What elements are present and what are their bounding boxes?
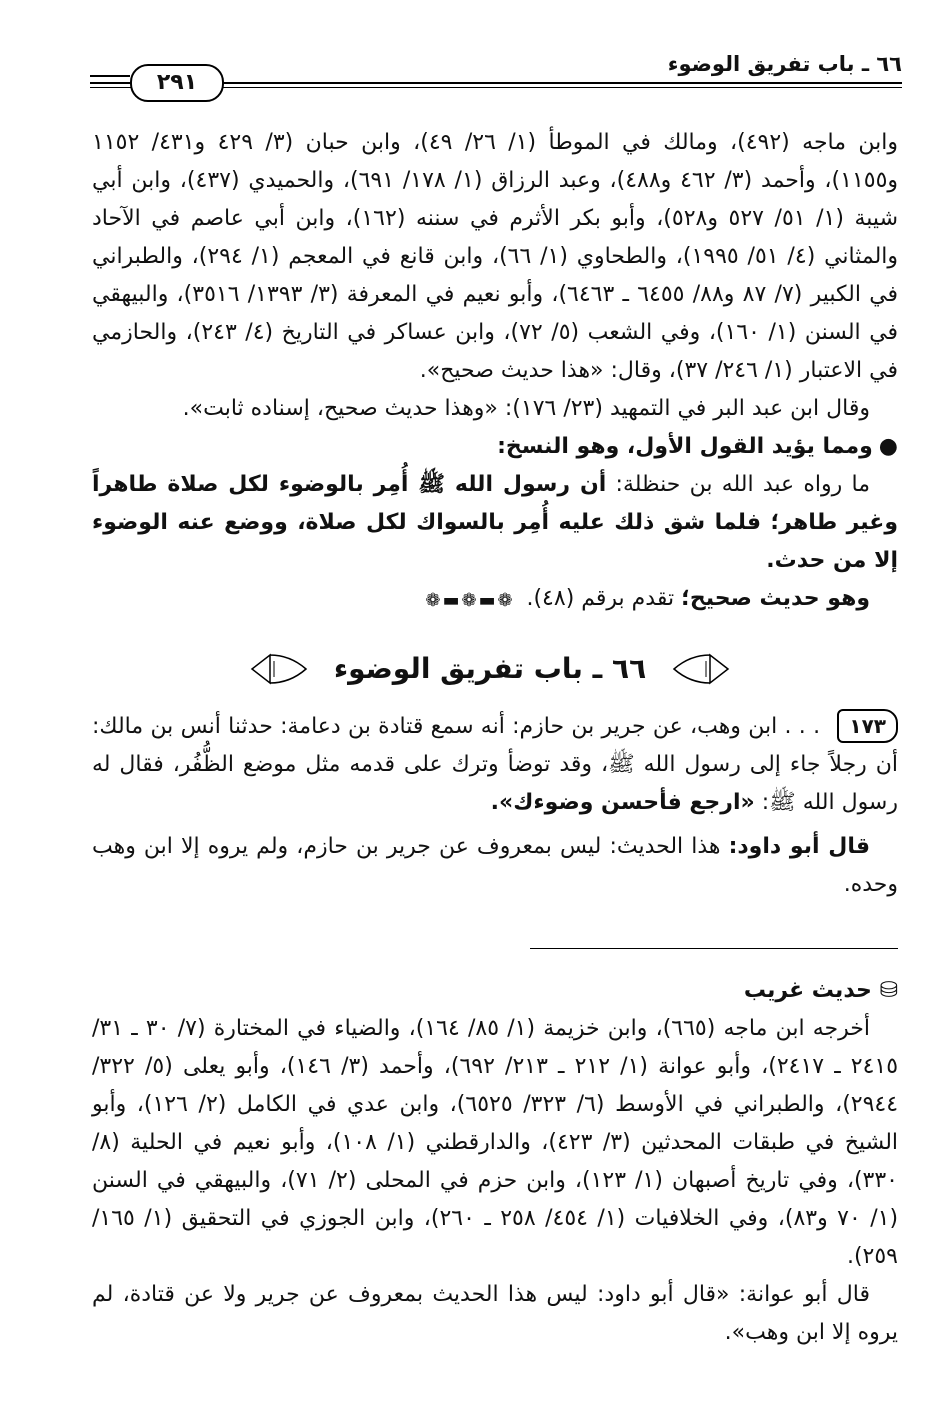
heading-ornament-left-icon [250,651,310,687]
page-number-line [90,82,130,84]
abu-dawud-label: قال أبو داود: [728,834,871,859]
page-number-line [90,75,130,77]
sources-paragraph: وابن ماجه (٤٩٢)، ومالك في الموطأ (١/ ٢٦/ ٤٩)، وابن حبان (٣/ ٤٢٩ و٤٣١/ ١١٥٢ و١١٥٥)، وأحمد (٣/ ٤٦٢ و٤٨٨)، وعبد الرزاق (١/ ١٧٨/ ٦٩١)، والحميدي (٤٣٧)، وابن أبي شيبة (١/ ٥١/ ٥٢٧ و٥٢٨)، وأبو بكر الأثرم في سننه (١٦٢)، وابن أبي عاصم في الآحاد والمثاني (٤/ ٥١/ ١٩٩٥)، والطحاوي (١/ ٦٦)، وابن قانع في المعجم (١/ ٢٩٤)، والطبراني في الكبير (٧/ ٨٧ و٨٨/ ٦٤٥٥ ـ ٦٤٦٣)، وأبو نعيم في المعرفة (٣/ ١٣٩٣/ ٣٥١٦)، والبيهقي في السنن (١/ ١٦٠)، وفي الشعب (٥/ ٧٢)، وابن عساكر في التاريخ (٤/ ٢٤٣)، والحازمي في الاعتبار (١/ ٢٤٦/ ٣٧)، وقال: «هذا حديث صحيح». [92,130,899,383]
hadith-quote: «ارجع فأحسن وضوءك». [490,790,755,815]
abrogation-heading [92,428,898,466]
page-number: ٢٩١ [130,64,224,102]
ibn-abd-al-barr-paragraph: وقال ابن عبد البر في التمهيد (٢٣/ ١٧٦): «وهذا حديث صحيح، إسناده ثابت». [182,396,870,421]
running-header [90,46,902,102]
hadith-block [92,708,898,904]
hadith-body: . . . ابن وهب، عن جرير بن حازم: أنه سمع قتادة بن دعامة: حدثنا أنس بن مالك: أن رجلاً جاء إلى رسول الله ﷺ، وقد توضأ وترك على قدمه مثل موضع الظُّفُر، فقال له رسول الله ﷺ: [92,714,898,815]
takhrij-paragraph: أخرجه ابن ماجه (٦٦٥)، وابن خزيمة (١/ ٨٥/ ١٦٤)، والضياء في المختارة (٧/ ٣٠ ـ ٣١/ ٢٤١٥ ـ ٢٤١٧)، وأبو عوانة (١/ ٢١٢ ـ ٢١٣/ ٦٩٢)، وأحمد (٣/ ١٤٦)، وأبو يعلى (٥/ ٣٢٢/ ٢٩٤٤)، والطبراني في الأوسط (٦/ ٣٢٣/ ٦٥٢٥)، وابن عدي في الكامل (٢/ ١٢٦)، وأبو الشيخ في طبقات المحدثين (٣/ ٤٢٣)، والدارقطني (١/ ١٠٨)، وأبو نعيم في الحلية (٨/ ٣٣٠)، وفي تاريخ أصبهان (١/ ١٢٣)، وابن حزم في المحلى (٢/ ٧١)، والبيهقي في السنن (١/ ٧٠ و٨٣)، وفي الخلافيات (١/ ٤٥٤/ ٢٥٨ ـ ٢٦٠)، وابن الجوزي في التحقيق (١/ ١٦٥/ ٢٥٩). [92,1016,899,1269]
abu-dawud-text: هذا الحديث: ليس بمعروف عن جرير بن حازم، ولم يروه إلا ابن وهب وحده. [92,834,898,897]
narration-lead: ما رواه عبد الله بن حنظلة: [606,472,870,497]
abdullah-hanzala-paragraph [92,466,898,580]
book-icon: ⛁ [879,978,898,1003]
notes-block [92,972,898,1352]
sources-continuation [92,124,898,618]
hadith-number: ١٧٣ [837,709,898,743]
running-header-title: ٦٦ ـ باب تفريق الوضوء [667,52,902,76]
section-ornament: ❁▬❁▬❁ [425,590,515,611]
hadith-text [92,708,898,822]
footnote-separator [530,948,898,949]
bullet-icon: ● [878,434,898,459]
chapter-heading [250,645,730,695]
grade-heading [92,972,898,1010]
abu-dawud-comment [92,828,898,904]
abrogation-heading-text: ومما يؤيد القول الأول، وهو النسخ: [497,434,873,459]
cross-reference: تقدم برقم (٤٨). [526,586,682,611]
narration-text: أن رسول الله ﷺ أُمِر بالوضوء لكل صلاة طاهراً وغير طاهر؛ فلما شق ذلك عليه أُمِر بالسواك لكل صلاة، ووضع عنه الوضوء إلا من حدث. [92,472,898,573]
grading-text: وهو حديث صحيح؛ [681,586,870,611]
abu-awana-paragraph: قال أبو عوانة: «قال أبو داود: ليس هذا الحديث بمعروف عن جرير ولا عن قتادة، لم يروه إلا ابن وهب». [92,1282,898,1345]
chapter-title: ٦٦ ـ باب تفريق الوضوء [333,652,647,685]
grade-text: حديث غريب [743,978,872,1003]
heading-ornament-right-icon [670,651,730,687]
